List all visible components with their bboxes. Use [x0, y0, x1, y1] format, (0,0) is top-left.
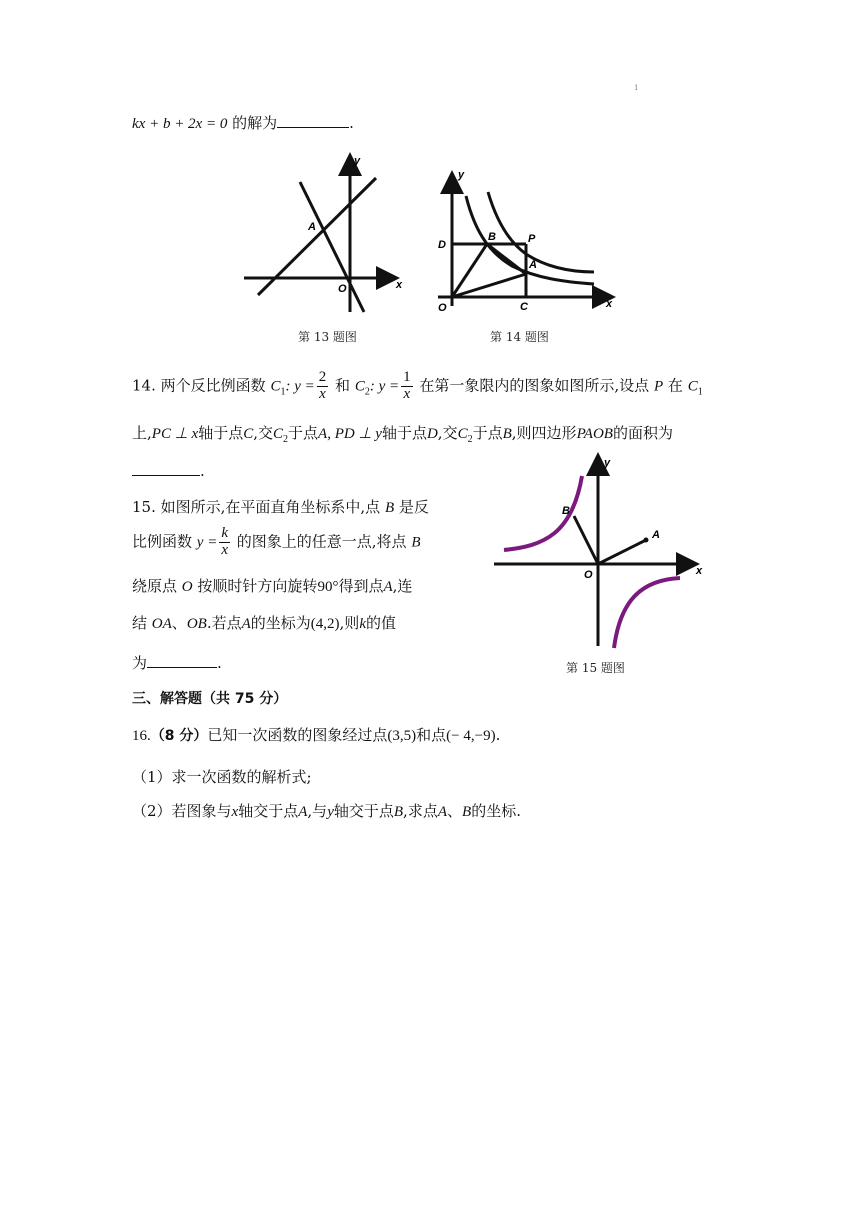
answer-blank — [147, 667, 217, 668]
q14-C2b: C — [457, 426, 468, 442]
q15-line4 — [132, 612, 396, 633]
q15-A2: A — [241, 616, 251, 632]
t: 为 — [132, 654, 148, 672]
t: 按顺时针方向旋转 — [197, 577, 318, 595]
frac-num: 2 — [318, 369, 327, 385]
figure-15 — [490, 452, 710, 654]
label-D: D — [438, 239, 446, 251]
t: 于点 — [288, 424, 319, 442]
figure-14 — [432, 166, 618, 316]
fig13-caption: 第 13 题图 — [298, 330, 357, 344]
q14-text2: 在第一象限内的图象如图所示,设点 — [419, 376, 650, 395]
q14-c1-eq: : y = — [285, 378, 315, 395]
q15-k: k — [359, 616, 366, 632]
q14-c2: C — [354, 378, 365, 395]
t: 如图所示,在平面直角坐标系中,点 — [160, 498, 381, 516]
q13-suffix: 的解为 — [232, 114, 278, 132]
t: ,交 — [437, 424, 458, 442]
q16-stem — [132, 724, 500, 745]
label-O: O — [438, 302, 447, 314]
frac-den: x — [319, 385, 326, 402]
label-A: A — [308, 221, 316, 233]
q14-C2: C — [273, 426, 284, 442]
label-A: A — [652, 529, 660, 541]
q16-B: B — [393, 804, 404, 820]
q14-and: 和 — [335, 376, 351, 395]
t: ,与 — [307, 802, 328, 820]
t: 、 — [171, 614, 187, 632]
t: 得到点 — [338, 577, 384, 595]
q15-frac — [219, 526, 230, 559]
label-P: P — [528, 233, 536, 245]
q16-sub2 — [132, 800, 521, 821]
t: 、 — [447, 802, 463, 820]
q16-A2: A — [437, 804, 447, 820]
q15-line1 — [132, 496, 429, 517]
q15-coord: (4,2) — [310, 616, 340, 632]
label-y: y — [604, 457, 611, 469]
sub: 2 — [283, 434, 289, 445]
q14-frac2 — [401, 370, 413, 403]
t: 已知一次函数的图象经过点 — [207, 726, 388, 744]
t: 绕原点 — [132, 577, 178, 595]
t: ,求点 — [403, 802, 438, 820]
q14-c1-sub: 1 — [280, 386, 286, 398]
t: 轴交于点 — [333, 802, 394, 820]
q16-x: x — [231, 804, 239, 820]
q16-y: y — [327, 804, 334, 820]
q16-score: （8 分） — [150, 728, 208, 744]
t: 轴交于点 — [238, 802, 299, 820]
q14-c1-end-sub: 1 — [697, 386, 703, 398]
label-x: x — [696, 565, 703, 577]
label-B: B — [562, 505, 570, 517]
q14-line1 — [132, 370, 703, 403]
hyperbola-branch-4 — [614, 578, 680, 648]
q15-y: y = — [196, 534, 218, 551]
q14-frac1 — [317, 370, 329, 403]
q14-PC: PC ⊥ x — [151, 426, 199, 442]
q16-A: A — [298, 804, 308, 820]
q14-c1: C — [270, 378, 281, 395]
q15-B2: B — [411, 534, 421, 551]
q16-B2: B — [462, 804, 472, 820]
q16-sub1: （1）求一次函数的解析式; — [132, 768, 312, 786]
q14-P: P — [653, 378, 664, 395]
t: 的面积为 — [612, 424, 673, 442]
t: 的坐标. — [471, 802, 521, 820]
frac-den: x — [403, 385, 411, 402]
fig14-caption: 第 14 题图 — [490, 330, 549, 344]
q15-line5: 为 . — [132, 654, 222, 672]
q16-point2: (− 4,−9) — [446, 728, 496, 744]
q14-C: C — [243, 426, 254, 442]
section-heading: 三、解答题（共 75 分） — [132, 691, 288, 707]
sub: 2 — [467, 434, 473, 445]
page-marker: 1 — [634, 84, 639, 92]
q15-OA: OA — [151, 616, 172, 632]
q14-A: A — [318, 426, 328, 442]
point-A — [644, 538, 649, 543]
q13-line: kx + b + 2x = 0 的解为 . — [132, 114, 354, 132]
q14-B: B — [502, 426, 512, 442]
q14-text3: 在 — [667, 376, 683, 395]
label-x: x — [606, 298, 613, 310]
t: 上, — [132, 424, 152, 442]
t: 比例函数 — [132, 532, 193, 551]
answer-blank — [132, 475, 200, 476]
t: 轴于点 — [381, 424, 427, 442]
q15-A: A — [383, 579, 393, 595]
q14-D: D — [426, 426, 438, 442]
q15-OB: OB — [186, 616, 207, 632]
q16-number: 16. — [132, 728, 151, 744]
fig15-caption: 第 15 题图 — [566, 661, 625, 675]
q14-c2-eq: : y = — [369, 378, 400, 395]
t: ,则四边形 — [511, 424, 577, 442]
label-A: A — [529, 259, 537, 271]
label-O: O — [584, 569, 593, 581]
q14-PD: , PD ⊥ y — [327, 426, 382, 442]
label-O: O — [338, 283, 347, 295]
segment-OB — [574, 516, 598, 564]
t: 轴于点 — [198, 424, 244, 442]
t: 是反 — [398, 498, 429, 516]
t: 于点 — [472, 424, 503, 442]
t: ,交 — [253, 424, 273, 442]
t: 和点 — [416, 726, 447, 744]
t: ,连 — [392, 577, 413, 595]
q14-line2 — [132, 422, 673, 445]
q14-c1-end: C — [687, 378, 698, 395]
q15-line3 — [132, 575, 412, 596]
frac-den: x — [221, 541, 228, 558]
t: 结 — [132, 614, 148, 632]
q16-point1: (3,5) — [387, 728, 417, 744]
t: （2）若图象与 — [132, 802, 232, 820]
t: 的坐标为 — [250, 614, 311, 632]
q15-line2 — [132, 526, 421, 559]
label-y: y — [458, 169, 465, 181]
figure-13 — [240, 150, 410, 320]
q15-number: 15. — [132, 498, 156, 516]
frac-num: 1 — [403, 369, 411, 385]
q15-O: O — [181, 579, 193, 595]
label-x: x — [396, 279, 403, 291]
t: . — [495, 726, 501, 744]
q13-equation: kx + b + 2x = 0 — [132, 116, 228, 132]
hyperbola-branch-2 — [504, 476, 582, 550]
segment-OA — [452, 274, 526, 297]
t: 的值 — [365, 614, 396, 632]
frac-num: k — [221, 525, 228, 541]
t: .若点 — [206, 614, 242, 632]
q14-c2-sub: 2 — [364, 386, 370, 398]
answer-blank — [277, 127, 349, 128]
label-B: B — [488, 231, 496, 243]
q15-B: B — [384, 500, 395, 516]
t: ,则 — [339, 614, 360, 632]
segment-OA — [598, 540, 646, 564]
q14-line3: . — [132, 462, 205, 480]
q14-PAOB: PAOB — [576, 426, 613, 442]
label-C: C — [520, 301, 528, 313]
q15-deg: 90° — [317, 579, 339, 595]
label-y: y — [354, 155, 361, 167]
q14-number: 14. — [132, 376, 156, 395]
q14-text: 两个反比例函数 — [160, 376, 266, 395]
t: 的图象上的任意一点,将点 — [236, 532, 407, 551]
